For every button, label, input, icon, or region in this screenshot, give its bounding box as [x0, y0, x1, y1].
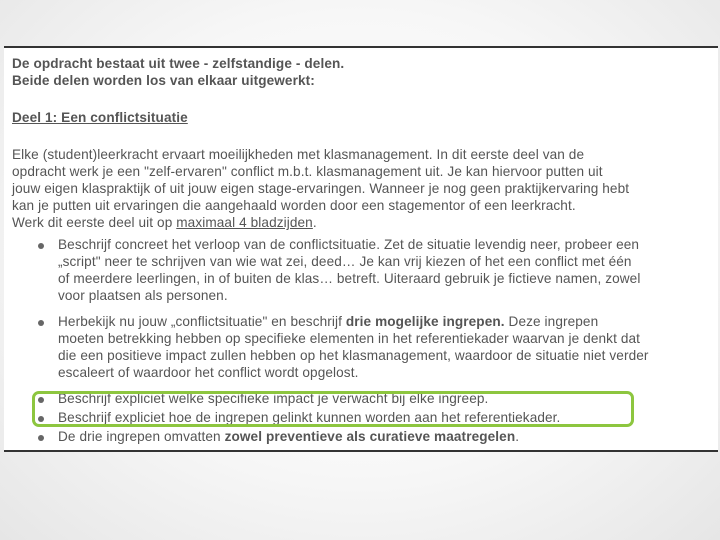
page-limit-link: maximaal 4 bladzijden	[176, 215, 313, 230]
bullet-5-emphasis: zowel preventieve als curatieve maatregelen	[224, 429, 516, 444]
paragraph-line-4: kan je putten uit ervaringen die aangehaald worden door een stagementor of een leerkracht.	[12, 198, 576, 213]
paragraph-line-5-text: Werk dit eerste deel uit op	[12, 215, 177, 230]
bullet-1-line-1: Beschrijf concreet het verloop van de conflictsituatie. Zet de situatie levendig neer, probeer een	[58, 237, 640, 252]
bullet-2-line-2: moeten betrekking hebben op specifieke elementen in het referentiekader waarvan je denkt dat	[58, 331, 641, 346]
bullet-3-line: Beschrijf expliciet welke specifieke impact je verwacht bij elke ingreep.	[58, 391, 489, 406]
paragraph-line-5	[12, 215, 317, 231]
paragraph-line-2: opdracht werk je een "zelf-ervaren" conflict m.b.t. klasmanagement uit. Je kan hiervoor putten uit	[12, 164, 603, 179]
bullet-2-line-1-text: Herbekijk nu jouw „conflictsituatie" en beschrijf	[58, 314, 346, 329]
bullet-4-line: Beschrijf expliciet hoe de ingrepen gelinkt kunnen worden aan het referentiekader.	[58, 410, 561, 425]
paragraph-line-5-end: .	[312, 215, 317, 230]
bullet-1-line-2: „script" neer te schrijven van wie wat zei, deed… Je kan vrij kiezen of het een conflict met één	[58, 254, 632, 269]
bullet-2-emphasis: drie mogelijke ingrepen.	[345, 314, 505, 329]
bullet-2-line-1-end: Deze ingrepen	[504, 314, 599, 329]
bullet-2-line-3: die een positieve impact zullen hebben op het klasmanagement, waardoor de situatie niet verder	[58, 348, 649, 363]
bullet-5-line	[58, 429, 519, 445]
bullet-dot	[38, 435, 44, 441]
bullet-5-end: .	[515, 429, 520, 444]
bullet-2-line-1	[58, 314, 598, 330]
bullet-dot	[38, 243, 44, 249]
paragraph-line-1: Elke (student)leerkracht ervaart moeilijkheden met klasmanagement. In dit eerste deel van de	[12, 147, 585, 162]
section-heading: Deel 1: Een conflictsituatie	[12, 110, 188, 125]
highlight-box	[32, 391, 634, 427]
bullet-2-line-4: escaleert of waardoor het conflict wordt opgelost.	[58, 365, 359, 380]
document-excerpt	[4, 46, 718, 452]
bullet-dot	[38, 320, 44, 326]
intro-line-1: De opdracht bestaat uit twee - zelfstandige - delen.	[12, 56, 345, 71]
bullet-5-text: De drie ingrepen omvatten	[58, 429, 225, 444]
intro-line-2: Beide delen worden los van elkaar uitgewerkt:	[12, 73, 315, 88]
paragraph-line-3: jouw eigen klaspraktijk of uit jouw eigen stage-ervaringen. Wanneer je nog geen praktijkervaring hebt	[12, 181, 630, 196]
bullet-1-line-3: of meerdere leerlingen, in of buiten de klas… betreft. Uiteraard gebruik je fictieve namen, zowel	[58, 271, 641, 286]
bullet-1-line-4: voor plaatsen als personen.	[58, 288, 228, 303]
